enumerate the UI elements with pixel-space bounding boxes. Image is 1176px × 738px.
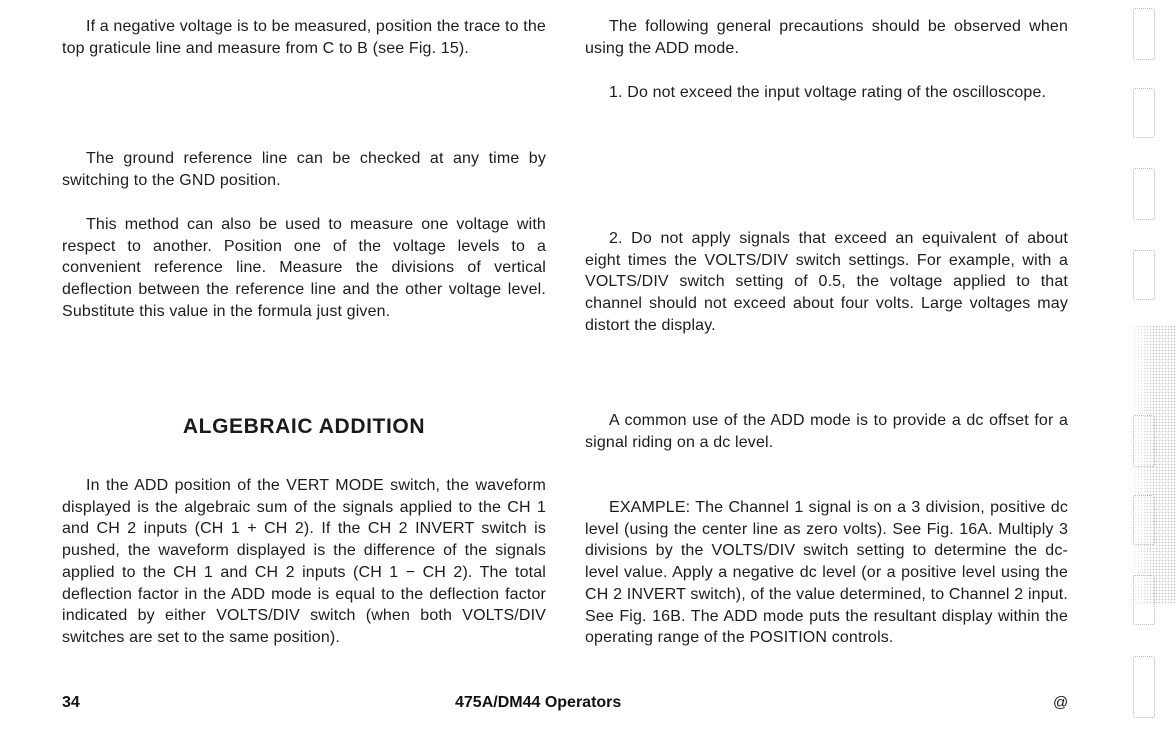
dc-offset-paragraph: A common use of the ADD mode is to provide a dc offset for a signal riding on a dc level. xyxy=(585,412,1068,451)
binding-tab-mark xyxy=(1133,88,1155,138)
binding-tab-mark xyxy=(1133,656,1155,718)
scan-stipple-texture xyxy=(1128,325,1176,605)
ground-reference-paragraph: The ground reference line can be checked at any time by switching to the GND position. xyxy=(62,150,546,189)
precautions-intro-paragraph: The following general precautions should be observed when using the ADD mode. xyxy=(585,18,1068,57)
binding-tab-mark xyxy=(1133,168,1155,220)
binding-tab-mark xyxy=(1133,250,1155,300)
add-mode-paragraph: In the ADD position of the VERT MODE switch, the waveform displayed is the algebraic sum of the signals applied to the CH 1 and CH 2 inputs (CH 1 + CH 2). If the CH 2 INVERT switch is pushed, the waveform displayed is the difference of the signals applied to the CH 1 and CH 2 inputs (CH 1 − CH 2). The total deflection factor in the ADD mode is equal to the deflection factor indicated by either VOLTS/DIV switch (when both VOLTS/DIV switches are set to the same position). xyxy=(62,477,546,646)
binding-tab-mark xyxy=(1133,8,1155,60)
voltage-comparison-paragraph: This method can also be used to measure one voltage with respect to another. Position one of the voltage levels to a convenient reference line. Measure the divisions of vertical deflection between the reference line and the other voltage level. Substitute this value in the formula just given. xyxy=(62,216,546,320)
precaution-2-paragraph: 2. Do not apply signals that exceed an equivalent of about eight times the VOLTS/DIV switch settings. For example, with a VOLTS/DIV switch setting of 0.5, the voltage applied to that channel should not exceed about four volts. Large voltages may distort the display. xyxy=(585,230,1068,334)
precaution-1-paragraph: 1. Do not exceed the input voltage rating of the oscilloscope. xyxy=(609,84,1047,101)
example-paragraph: EXAMPLE: The Channel 1 signal is on a 3 division, positive dc level (using the center line as zero volts). See Fig. 16A. Multiply 3 divisions by the VOLTS/DIV switch setting to determine the dc-level value. Apply a negative dc level (or a positive level using the CH 2 INVERT switch), of the value determined, to Channel 2 input. See Fig. 16B. The ADD mode puts the resultant display within the operating range of the POSITION controls. xyxy=(585,499,1068,647)
footer-mark: @ xyxy=(1053,694,1069,711)
page-number: 34 xyxy=(62,694,80,711)
manual-title: 475A/DM44 Operators xyxy=(455,694,622,711)
negative-voltage-paragraph: If a negative voltage is to be measured, position the trace to the top graticule line and measure from C to B (see Fig. 15). xyxy=(62,18,546,57)
section-heading-algebraic-addition: ALGEBRAIC ADDITION xyxy=(182,415,426,438)
